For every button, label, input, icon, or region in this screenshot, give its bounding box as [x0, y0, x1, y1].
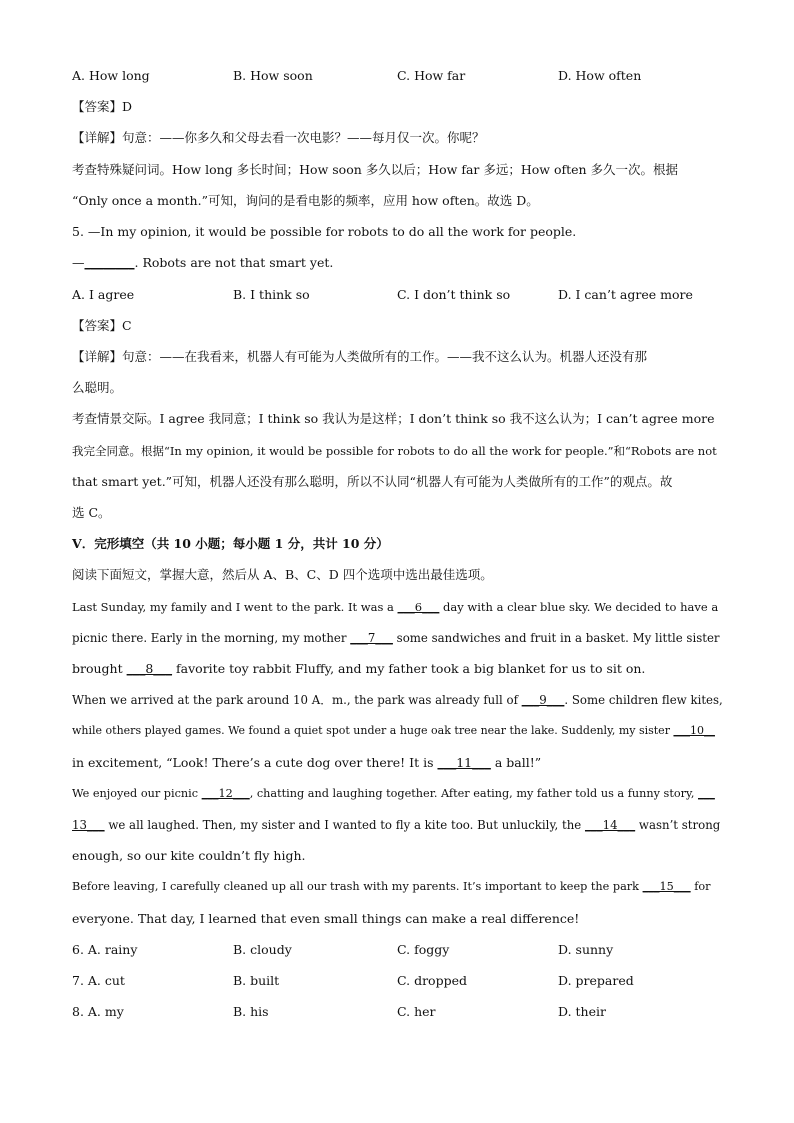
q5-option-a: A. I agree: [72, 287, 135, 302]
section-title: V．完形填空（共 10 小题；每小题 1 分，共计 10 分）: [72, 536, 389, 551]
passage-text: while others played games. We found a quiet spot under a huge oak tree near the lake. Suddenly, my sister: [72, 724, 674, 737]
q5-option-b: B. I think so: [233, 287, 310, 302]
blank: ___7___: [350, 631, 393, 645]
passage-text: some sandwiches and fruit in a basket. My little sister: [392, 631, 720, 645]
passage-text: for: [690, 880, 711, 893]
q8-option-a: 8. A. my: [72, 1004, 124, 1019]
passage-line: [72, 910, 724, 928]
q4-answer: 【答案】D: [72, 99, 133, 114]
q6-option-d: D. sunny: [558, 942, 614, 957]
q7-option-c: C. dropped: [397, 973, 467, 988]
passage-line: [72, 691, 724, 709]
blank: ___9___: [521, 693, 565, 707]
passage-line: [72, 722, 724, 740]
q6-option-a: 6. A. rainy: [72, 942, 138, 957]
q8-options: [72, 1003, 724, 1021]
passage-line: [72, 816, 724, 834]
passage-text: favorite toy rabbit Fluffy, and my father took a big blanket for us to sit on.: [172, 661, 646, 676]
blank: ___12___: [201, 787, 250, 800]
passage-line: [72, 847, 724, 865]
blank: ___15___: [642, 880, 691, 893]
passage-text: we all laughed. Then, my sister and I wanted to fly a kite too. But unluckily, the: [104, 818, 585, 832]
passage-text: brought: [72, 661, 127, 676]
q7-option-b: B. built: [233, 973, 280, 988]
q5-option-d: D. I can’t agree more: [558, 287, 693, 302]
passage-text: We enjoyed our picnic: [72, 787, 202, 800]
blank: ___6___: [397, 600, 440, 614]
q5-option-c: C. I don’t think so: [397, 287, 511, 302]
passage-line: [72, 660, 724, 678]
passage-text: , chatting and laughing together. After eating, my father told us a funny story,: [249, 787, 698, 800]
q4-detail-line: 考查特殊疑问词。How long 多长时间；How soon 多久以后；How far 多远；How often 多久一次。根据: [72, 162, 679, 177]
passage-line: [72, 598, 724, 616]
passage-text: picnic there. Early in the morning, my mother: [72, 631, 351, 645]
q6-option-b: B. cloudy: [233, 942, 292, 957]
passage-text: everyone. That day, I learned that even small things can make a real difference!: [72, 911, 580, 926]
q4-option-b: B. How soon: [233, 68, 313, 83]
passage-line: [72, 785, 724, 803]
q6-options: [72, 941, 724, 959]
passage-text: in excitement, “Look! There’s a cute dog over there! It is: [72, 755, 438, 770]
dash: —: [72, 255, 85, 270]
passage-text: . Some children flew kites,: [564, 693, 723, 707]
passage-text: enough, so our kite couldn’t fly high.: [72, 848, 306, 863]
q5-blank: ________: [84, 255, 135, 270]
q5-detail-line: 我完全同意。根据“In my opinion, it would be possible for robots to do all the work for people.”和“Robots are not: [72, 444, 717, 458]
q4-option-a: A. How long: [72, 68, 150, 83]
q7-option-d: D. prepared: [558, 973, 634, 988]
q5-detail-line: 么聪明。: [72, 380, 123, 395]
q5-stem-text: . Robots are not that smart yet.: [134, 255, 334, 270]
q7-option-a: 7. A. cut: [72, 973, 125, 988]
q6-option-c: C. foggy: [397, 942, 450, 957]
q8-option-c: C. her: [397, 1004, 436, 1019]
q4-option-d: D. How often: [558, 68, 642, 83]
passage-text: a ball!”: [490, 755, 542, 770]
q5-answer: 【答案】C: [72, 318, 132, 333]
q4-option-c: C. How far: [397, 68, 466, 83]
blank: ___14___: [584, 818, 636, 832]
passage-text: Last Sunday, my family and I went to the park. It was a: [72, 600, 398, 614]
q7-options: [72, 972, 724, 990]
q5-options: [72, 286, 724, 304]
passage-line: [72, 629, 724, 647]
q5-detail-line: 考查情景交际。I agree 我同意；I think so 我认为是这样；I don’t think so 我不这么认为；I can’t agree more: [72, 411, 715, 426]
passage-line: [72, 754, 724, 772]
passage-line: [72, 878, 724, 896]
q5-detail-line: 选 C。: [72, 505, 111, 520]
blank: ___: [698, 787, 715, 800]
q5-stem-line: [72, 254, 724, 272]
q4-detail-line: “Only once a month.”可知，询问的是看电影的频率，应用 how often。故选 D。: [72, 193, 539, 208]
q5-detail-line: that smart yet.”可知，机器人还没有那么聪明，所以不认同“机器人有可能为人类做所有的工作”的观点。故: [72, 474, 673, 489]
instruction: 阅读下面短文，掌握大意，然后从 A、B、C、D 四个选项中选出最佳选项。: [72, 567, 493, 582]
passage-text: day with a clear blue sky. We decided to have a: [439, 600, 719, 614]
q8-option-d: D. their: [558, 1004, 606, 1019]
passage-text: When we arrived at the park around 10 A．m., the park was already full of: [72, 693, 522, 707]
blank: ___8___: [126, 661, 173, 676]
q5-stem-line: 5. —In my opinion, it would be possible for robots to do all the work for people.: [72, 224, 577, 239]
blank: 13___: [72, 818, 105, 832]
q5-detail-line: 【详解】句意：——在我看来，机器人有可能为人类做所有的工作。——我不这么认为。机器人还没有那: [72, 349, 648, 364]
q4-options: [72, 67, 724, 85]
q8-option-b: B. his: [233, 1004, 269, 1019]
blank: ___11___: [437, 755, 491, 770]
passage-text: Before leaving, I carefully cleaned up all our trash with my parents. It’s important to keep the park: [72, 880, 643, 893]
q4-detail-line: 【详解】句意：——你多久和父母去看一次电影？——每月仅一次。你呢？: [72, 130, 485, 145]
passage-text: wasn’t strong: [635, 818, 721, 832]
blank: ___10__: [673, 724, 715, 737]
